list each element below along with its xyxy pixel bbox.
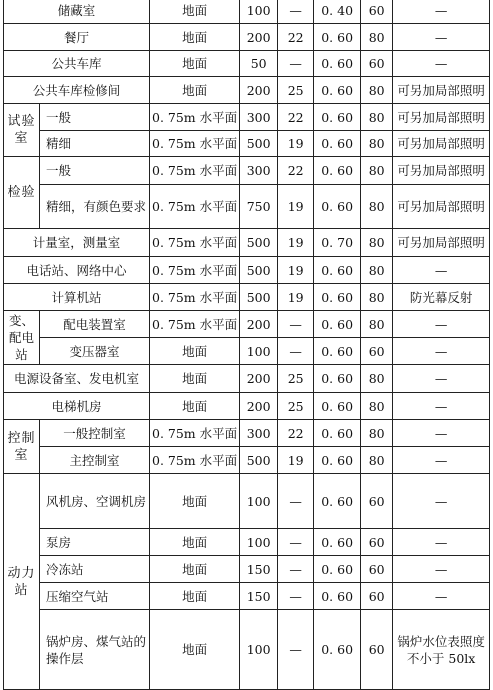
reference-plane: 地面 bbox=[150, 556, 240, 583]
note: 防光幕反射 bbox=[393, 284, 490, 311]
uniformity-value: 0. 60 bbox=[314, 51, 361, 77]
illuminance-value: 150 bbox=[240, 556, 278, 583]
reference-plane: 地面 bbox=[150, 24, 240, 51]
reference-plane: 0. 75m 水平面 bbox=[150, 157, 240, 185]
ugr-value: 19 bbox=[278, 284, 314, 311]
table-row bbox=[4, 529, 490, 556]
note: 可另加局部照明 bbox=[393, 131, 490, 157]
ra-value: 80 bbox=[361, 157, 393, 185]
note: — bbox=[393, 420, 490, 447]
note: 可另加局部照明 bbox=[393, 104, 490, 131]
table-row bbox=[4, 474, 490, 529]
ra-value: 60 bbox=[361, 556, 393, 583]
uniformity-value: 0. 60 bbox=[314, 157, 361, 185]
illuminance-value: 200 bbox=[240, 311, 278, 338]
uniformity-value: 0. 60 bbox=[314, 185, 361, 229]
note: 可另加局部照明 bbox=[393, 185, 490, 229]
note: — bbox=[393, 365, 490, 393]
ra-value: 60 bbox=[361, 338, 393, 365]
ugr-value: 19 bbox=[278, 185, 314, 229]
lighting-standards-table bbox=[3, 0, 490, 690]
ugr-value: 25 bbox=[278, 77, 314, 104]
ugr-value: — bbox=[278, 556, 314, 583]
table-row bbox=[4, 257, 490, 284]
uniformity-value: 0. 60 bbox=[314, 24, 361, 51]
uniformity-value: 0. 60 bbox=[314, 583, 361, 610]
uniformity-value: 0. 70 bbox=[314, 229, 361, 257]
uniformity-value: 0. 60 bbox=[314, 365, 361, 393]
reference-plane: 地面 bbox=[150, 365, 240, 393]
ra-value: 60 bbox=[361, 51, 393, 77]
uniformity-value: 0. 60 bbox=[314, 131, 361, 157]
room-name: 储藏室 bbox=[4, 0, 150, 24]
table-row bbox=[4, 51, 490, 77]
reference-plane: 地面 bbox=[150, 529, 240, 556]
table-row bbox=[4, 104, 490, 131]
ra-value: 80 bbox=[361, 104, 393, 131]
room-name: 精细，有颜色要求 bbox=[40, 185, 150, 229]
illuminance-value: 50 bbox=[240, 51, 278, 77]
room-name: 泵房 bbox=[40, 529, 150, 556]
ra-value: 80 bbox=[361, 24, 393, 51]
reference-plane: 0. 75m 水平面 bbox=[150, 420, 240, 447]
ugr-value: — bbox=[278, 474, 314, 529]
ra-value: 60 bbox=[361, 529, 393, 556]
reference-plane: 0. 75m 水平面 bbox=[150, 311, 240, 338]
reference-plane: 0. 75m 水平面 bbox=[150, 229, 240, 257]
room-name: 变压器室 bbox=[40, 338, 150, 365]
uniformity-value: 0. 60 bbox=[314, 393, 361, 420]
note: 可另加局部照明 bbox=[393, 77, 490, 104]
ugr-value: 25 bbox=[278, 365, 314, 393]
uniformity-value: 0. 60 bbox=[314, 284, 361, 311]
uniformity-value: 0. 60 bbox=[314, 447, 361, 474]
reference-plane: 0. 75m 水平面 bbox=[150, 185, 240, 229]
note: — bbox=[393, 447, 490, 474]
reference-plane: 0. 75m 水平面 bbox=[150, 447, 240, 474]
room-name: 锅炉房、煤气站的操作层 bbox=[40, 610, 150, 690]
reference-plane: 地面 bbox=[150, 0, 240, 24]
uniformity-value: 0. 60 bbox=[314, 420, 361, 447]
table-row bbox=[4, 583, 490, 610]
ra-value: 80 bbox=[361, 447, 393, 474]
ugr-value: — bbox=[278, 529, 314, 556]
note: — bbox=[393, 556, 490, 583]
illuminance-value: 200 bbox=[240, 365, 278, 393]
table-row bbox=[4, 0, 490, 24]
ugr-value: — bbox=[278, 583, 314, 610]
reference-plane: 0. 75m 水平面 bbox=[150, 131, 240, 157]
illuminance-value: 100 bbox=[240, 474, 278, 529]
ugr-value: 19 bbox=[278, 257, 314, 284]
ra-value: 80 bbox=[361, 229, 393, 257]
uniformity-value: 0. 60 bbox=[314, 104, 361, 131]
table-row bbox=[4, 420, 490, 447]
room-group-label: 试验室 bbox=[4, 104, 40, 157]
room-name: 电梯机房 bbox=[4, 393, 150, 420]
room-name: 电话站、网络中心 bbox=[4, 257, 150, 284]
table-row bbox=[4, 24, 490, 51]
note: — bbox=[393, 0, 490, 24]
ra-value: 80 bbox=[361, 365, 393, 393]
reference-plane: 地面 bbox=[150, 474, 240, 529]
table-row bbox=[4, 185, 490, 229]
illuminance-value: 300 bbox=[240, 104, 278, 131]
illuminance-value: 500 bbox=[240, 131, 278, 157]
ugr-value: 22 bbox=[278, 420, 314, 447]
room-group-label: 变、配电站 bbox=[4, 311, 40, 365]
reference-plane: 地面 bbox=[150, 583, 240, 610]
note: — bbox=[393, 393, 490, 420]
illuminance-value: 300 bbox=[240, 420, 278, 447]
ra-value: 60 bbox=[361, 610, 393, 690]
illuminance-value: 100 bbox=[240, 0, 278, 24]
ugr-value: — bbox=[278, 51, 314, 77]
ra-value: 60 bbox=[361, 474, 393, 529]
table-row bbox=[4, 131, 490, 157]
uniformity-value: 0. 60 bbox=[314, 311, 361, 338]
uniformity-value: 0. 60 bbox=[314, 257, 361, 284]
table-row bbox=[4, 338, 490, 365]
uniformity-value: 0. 60 bbox=[314, 338, 361, 365]
uniformity-value: 0. 60 bbox=[314, 77, 361, 104]
note: — bbox=[393, 51, 490, 77]
illuminance-value: 100 bbox=[240, 610, 278, 690]
note: 可另加局部照明 bbox=[393, 229, 490, 257]
table-row bbox=[4, 393, 490, 420]
note: — bbox=[393, 311, 490, 338]
ugr-value: 19 bbox=[278, 447, 314, 474]
ra-value: 80 bbox=[361, 257, 393, 284]
reference-plane: 0. 75m 水平面 bbox=[150, 257, 240, 284]
ugr-value: 25 bbox=[278, 393, 314, 420]
room-name: 配电装置室 bbox=[40, 311, 150, 338]
ugr-value: 22 bbox=[278, 104, 314, 131]
illuminance-value: 200 bbox=[240, 393, 278, 420]
ugr-value: — bbox=[278, 610, 314, 690]
reference-plane: 地面 bbox=[150, 338, 240, 365]
reference-plane: 地面 bbox=[150, 51, 240, 77]
room-name: 计量室，测量室 bbox=[4, 229, 150, 257]
illuminance-value: 500 bbox=[240, 229, 278, 257]
room-group-label: 动力站 bbox=[4, 474, 40, 690]
room-name: 电源设备室、发电机室 bbox=[4, 365, 150, 393]
room-name: 风机房、空调机房 bbox=[40, 474, 150, 529]
note: — bbox=[393, 338, 490, 365]
ugr-value: 22 bbox=[278, 24, 314, 51]
uniformity-value: 0. 40 bbox=[314, 0, 361, 24]
table-row bbox=[4, 556, 490, 583]
room-name: 一般 bbox=[40, 104, 150, 131]
room-name: 精细 bbox=[40, 131, 150, 157]
reference-plane: 地面 bbox=[150, 610, 240, 690]
note: 可另加局部照明 bbox=[393, 157, 490, 185]
uniformity-value: 0. 60 bbox=[314, 556, 361, 583]
room-group-label: 检验 bbox=[4, 157, 40, 229]
table-row bbox=[4, 365, 490, 393]
room-name: 冷冻站 bbox=[40, 556, 150, 583]
note: — bbox=[393, 474, 490, 529]
room-name: 一般 bbox=[40, 157, 150, 185]
illuminance-value: 300 bbox=[240, 157, 278, 185]
ra-value: 80 bbox=[361, 77, 393, 104]
ra-value: 80 bbox=[361, 131, 393, 157]
ugr-value: — bbox=[278, 0, 314, 24]
uniformity-value: 0. 60 bbox=[314, 610, 361, 690]
ra-value: 60 bbox=[361, 0, 393, 24]
room-name: 压缩空气站 bbox=[40, 583, 150, 610]
illuminance-value: 750 bbox=[240, 185, 278, 229]
room-name: 主控制室 bbox=[40, 447, 150, 474]
table-row bbox=[4, 610, 490, 690]
table-row bbox=[4, 157, 490, 185]
ugr-value: — bbox=[278, 311, 314, 338]
ugr-value: 19 bbox=[278, 229, 314, 257]
illuminance-value: 200 bbox=[240, 77, 278, 104]
room-name: 计算机站 bbox=[4, 284, 150, 311]
reference-plane: 地面 bbox=[150, 77, 240, 104]
note: — bbox=[393, 583, 490, 610]
ugr-value: — bbox=[278, 338, 314, 365]
illuminance-value: 500 bbox=[240, 447, 278, 474]
illuminance-value: 200 bbox=[240, 24, 278, 51]
note: 锅炉水位表照度不小于 50lx bbox=[393, 610, 490, 690]
illuminance-value: 100 bbox=[240, 529, 278, 556]
reference-plane: 0. 75m 水平面 bbox=[150, 104, 240, 131]
reference-plane: 0. 75m 水平面 bbox=[150, 284, 240, 311]
uniformity-value: 0. 60 bbox=[314, 529, 361, 556]
uniformity-value: 0. 60 bbox=[314, 474, 361, 529]
room-name: 餐厅 bbox=[4, 24, 150, 51]
ra-value: 80 bbox=[361, 393, 393, 420]
ugr-value: 19 bbox=[278, 131, 314, 157]
ra-value: 80 bbox=[361, 311, 393, 338]
ra-value: 80 bbox=[361, 185, 393, 229]
room-name: 一般控制室 bbox=[40, 420, 150, 447]
room-group-label: 控制室 bbox=[4, 420, 40, 474]
illuminance-value: 500 bbox=[240, 284, 278, 311]
note: — bbox=[393, 529, 490, 556]
table-row bbox=[4, 311, 490, 338]
illuminance-value: 100 bbox=[240, 338, 278, 365]
illuminance-value: 500 bbox=[240, 257, 278, 284]
table-row bbox=[4, 284, 490, 311]
reference-plane: 地面 bbox=[150, 393, 240, 420]
table-row bbox=[4, 77, 490, 104]
ra-value: 80 bbox=[361, 420, 393, 447]
ra-value: 80 bbox=[361, 284, 393, 311]
ugr-value: 22 bbox=[278, 157, 314, 185]
illuminance-value: 150 bbox=[240, 583, 278, 610]
room-name: 公共车库 bbox=[4, 51, 150, 77]
table-row bbox=[4, 229, 490, 257]
ra-value: 60 bbox=[361, 583, 393, 610]
note: — bbox=[393, 24, 490, 51]
room-name: 公共车库检修间 bbox=[4, 77, 150, 104]
table-row bbox=[4, 447, 490, 474]
note: — bbox=[393, 257, 490, 284]
